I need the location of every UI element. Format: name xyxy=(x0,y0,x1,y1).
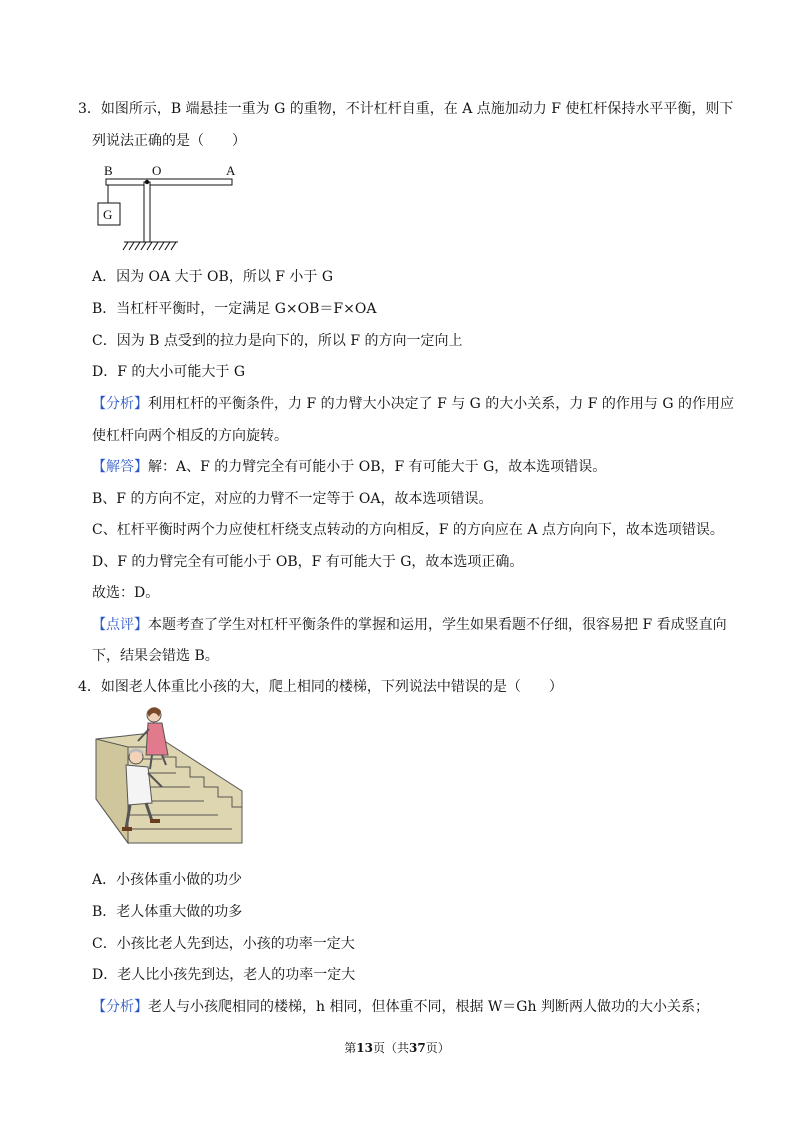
q3-analysis-line1: 【分析】利用杠杆的平衡条件，力 F 的力臂大小决定了 F 与 G 的大小关系，力 F 的作用与 G 的作用应 xyxy=(92,396,735,412)
q3-stem-line1: 3．如图所示，B 端悬挂一重为 G 的重物，不计杠杆自重，在 A 点施加动力 F 使杠杆保持水平平衡，则下 xyxy=(78,101,734,117)
support-post xyxy=(144,182,150,242)
q4-option-a: A．小孩体重小做的功少 xyxy=(92,872,243,888)
q4-analysis-tag: 【分析】 xyxy=(92,999,148,1015)
q3-answer-tag: 【解答】 xyxy=(92,459,148,475)
label-b: B xyxy=(104,163,113,178)
q3-option-c: C．因为 B 点受到的拉力是向下的，所以 F 的方向一定向上 xyxy=(92,333,463,349)
current-page-number: 13 xyxy=(356,1041,373,1055)
total-page-number: 37 xyxy=(409,1041,426,1055)
q3-answer-line4: D、F 的力臂完全有可能小于 OB，F 有可能大于 G，故本选项正确。 xyxy=(92,554,524,570)
q3-option-a: A．因为 OA 大于 OB，所以 F 小于 G xyxy=(92,269,334,285)
q3-comment-tag: 【点评】 xyxy=(92,617,148,633)
q4-option-d: D．老人比小孩先到达，老人的功率一定大 xyxy=(92,967,356,983)
fulcrum-point xyxy=(145,180,149,184)
q3-analysis-tag: 【分析】 xyxy=(92,396,148,412)
q3-answer-line5: 故选：D。 xyxy=(92,585,160,601)
q4-option-b: B．老人体重大做的功多 xyxy=(92,904,243,920)
q3-number: 3． xyxy=(78,101,101,117)
q4-analysis-line1: 【分析】老人与小孩爬相同的楼梯，h 相同，但体重不同，根据 W＝Gh 判断两人做功的大小关系； xyxy=(92,999,709,1015)
label-g: G xyxy=(103,207,113,222)
lever-bar xyxy=(106,179,232,185)
lever-figure xyxy=(92,158,252,256)
q3-analysis-line2: 使杠杆向两个相反的方向旋转。 xyxy=(92,428,288,444)
q3-stem-line2: 列说法正确的是（ ） xyxy=(92,133,246,149)
q3-option-b: B．当杠杆平衡时，一定满足 G×OB＝F×OA xyxy=(92,301,377,317)
page-footer: 第13页（共37页） xyxy=(344,1041,450,1055)
stairs-illustration xyxy=(92,703,248,845)
label-o: O xyxy=(152,163,162,178)
q4-stem: 4．如图老人体重比小孩的大，爬上相同的楼梯，下列说法中错误的是（ ） xyxy=(78,679,563,695)
q4-option-c: C．小孩比老人先到达，小孩的功率一定大 xyxy=(92,936,355,952)
q3-comment-line1: 【点评】本题考查了学生对杠杆平衡条件的掌握和运用，学生如果看题不仔细，很容易把 F 看成竖直向 xyxy=(92,617,727,633)
label-a: A xyxy=(226,163,236,178)
q4-number: 4． xyxy=(78,679,101,695)
q3-answer-line2: B、F 的方向不定，对应的力臂不一定等于 OA，故本选项错误。 xyxy=(92,491,493,507)
q3-comment-line2: 下，结果会错选 B。 xyxy=(92,648,219,664)
q3-option-d: D．F 的大小可能大于 G xyxy=(92,364,246,380)
q3-answer-line3: C、杠杆平衡时两个力应使杠杆绕支点转动的方向相反，F 的方向应在 A 点方向向下，故本选项错误。 xyxy=(92,522,724,538)
ground-hatch xyxy=(123,242,176,250)
q3-answer-line1: 【解答】解：A、F 的力臂完全有可能小于 OB，F 有可能大于 G，故本选项错误。 xyxy=(92,459,607,475)
